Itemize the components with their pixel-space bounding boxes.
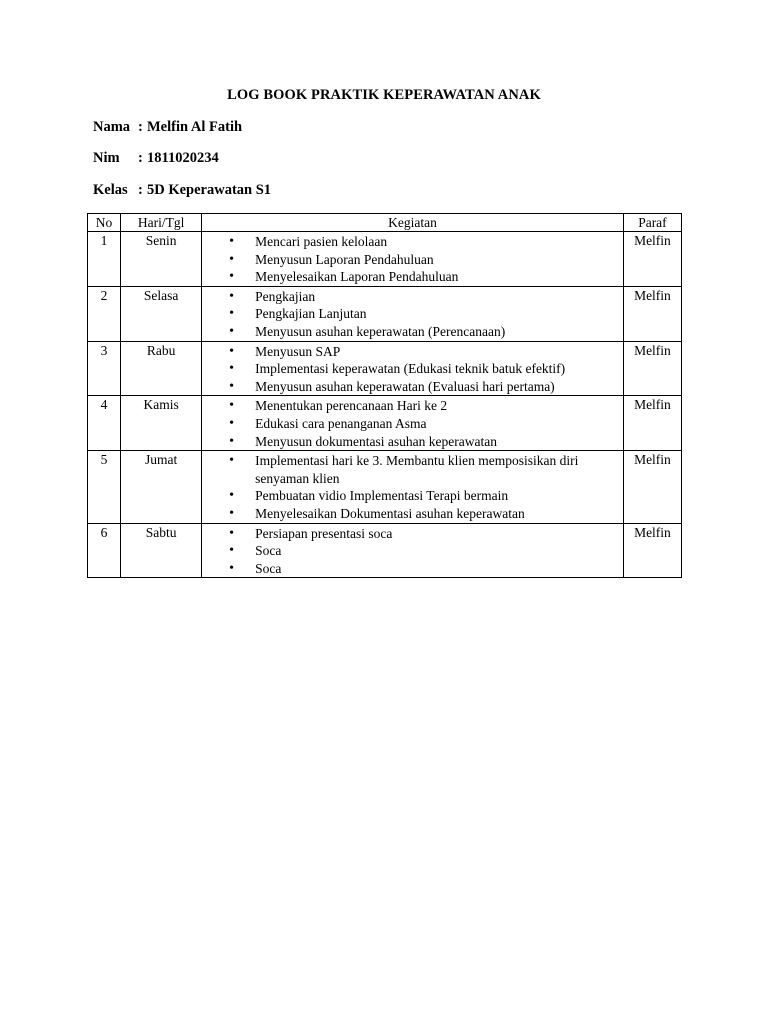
info-kelas <box>93 182 271 199</box>
kegiatan-item: • Menyelesaikan Dokumentasi asuhan keperawatan <box>202 505 619 523</box>
info-nama <box>93 119 242 136</box>
kegiatan-list <box>202 287 623 341</box>
table-header-row <box>88 214 682 232</box>
kegiatan-item: • Menyusun SAP <box>202 343 619 361</box>
info-nim-value: 1811020234 <box>147 150 219 166</box>
table-row <box>88 523 682 578</box>
row-hari: Sabtu <box>121 523 202 578</box>
info-nim <box>93 150 219 167</box>
row-no: 6 <box>88 523 121 578</box>
kegiatan-item: • Menentukan perencanaan Hari ke 2 <box>202 397 619 415</box>
kegiatan-item: • Pengkajian Lanjutan <box>202 305 619 323</box>
row-paraf: Melfin <box>623 341 681 396</box>
info-nama-value: Melfin Al Fatih <box>147 119 243 135</box>
info-kelas-colon: : <box>138 182 143 198</box>
kegiatan-item: • Soca <box>202 560 619 578</box>
kegiatan-item: • Pembuatan vidio Implementasi Terapi bermain <box>202 487 619 505</box>
info-nama-colon: : <box>138 119 143 135</box>
kegiatan-item: • Menyelesaikan Laporan Pendahuluan <box>202 268 619 286</box>
kegiatan-item: • Implementasi keperawatan (Edukasi teknik batuk efektif) <box>202 360 619 378</box>
kegiatan-item: • Persiapan presentasi soca <box>202 525 619 543</box>
kegiatan-list <box>202 232 623 286</box>
info-nama-label: Nama <box>93 119 131 135</box>
row-paraf: Melfin <box>623 286 681 341</box>
row-kegiatan <box>202 396 624 451</box>
kegiatan-item: • Menyusun Laporan Pendahuluan <box>202 251 619 269</box>
table-row <box>88 341 682 396</box>
row-no: 1 <box>88 232 121 287</box>
header-hari-tgl: Hari/Tgl <box>121 214 202 232</box>
row-paraf: Melfin <box>623 232 681 287</box>
kegiatan-list <box>202 396 623 450</box>
row-no: 2 <box>88 286 121 341</box>
document-title: LOG BOOK PRAKTIK KEPERAWATAN ANAK <box>227 87 541 103</box>
kegiatan-item: • Menyusun asuhan keperawatan (Evaluasi hari pertama) <box>202 378 619 396</box>
row-no: 3 <box>88 341 121 396</box>
row-hari: Jumat <box>121 451 202 523</box>
info-nim-colon: : <box>138 150 143 166</box>
row-paraf: Melfin <box>623 396 681 451</box>
kegiatan-item: • Menyusun asuhan keperawatan (Perencanaan) <box>202 323 619 341</box>
row-hari: Kamis <box>121 396 202 451</box>
row-paraf: Melfin <box>623 451 681 523</box>
header-kegiatan: Kegiatan <box>202 214 624 232</box>
row-hari: Selasa <box>121 286 202 341</box>
logbook-table <box>87 213 682 578</box>
info-nim-label: Nim <box>93 150 120 166</box>
row-kegiatan <box>202 341 624 396</box>
kegiatan-item: • Implementasi hari ke 3. Membantu klien memposisikan diri senyaman klien <box>202 452 619 487</box>
header-paraf: Paraf <box>623 214 681 232</box>
row-kegiatan <box>202 232 624 287</box>
kegiatan-item: • Soca <box>202 542 619 560</box>
kegiatan-list <box>202 342 623 396</box>
kegiatan-list <box>202 524 623 578</box>
kegiatan-item: • Edukasi cara penanganan Asma <box>202 415 619 433</box>
table-row <box>88 396 682 451</box>
header-no: No <box>88 214 121 232</box>
kegiatan-item: • Pengkajian <box>202 288 619 306</box>
row-paraf: Melfin <box>623 523 681 578</box>
info-kelas-value: 5D Keperawatan S1 <box>147 182 272 198</box>
row-no: 5 <box>88 451 121 523</box>
row-kegiatan <box>202 451 624 523</box>
kegiatan-list <box>202 451 623 522</box>
row-kegiatan <box>202 286 624 341</box>
info-kelas-label: Kelas <box>93 182 128 198</box>
table-row <box>88 286 682 341</box>
kegiatan-item: • Menyusun dokumentasi asuhan keperawatan <box>202 433 619 451</box>
table-row <box>88 232 682 287</box>
table-row <box>88 451 682 523</box>
row-hari: Rabu <box>121 341 202 396</box>
row-no: 4 <box>88 396 121 451</box>
kegiatan-item: • Mencari pasien kelolaan <box>202 233 619 251</box>
row-kegiatan <box>202 523 624 578</box>
row-hari: Senin <box>121 232 202 287</box>
